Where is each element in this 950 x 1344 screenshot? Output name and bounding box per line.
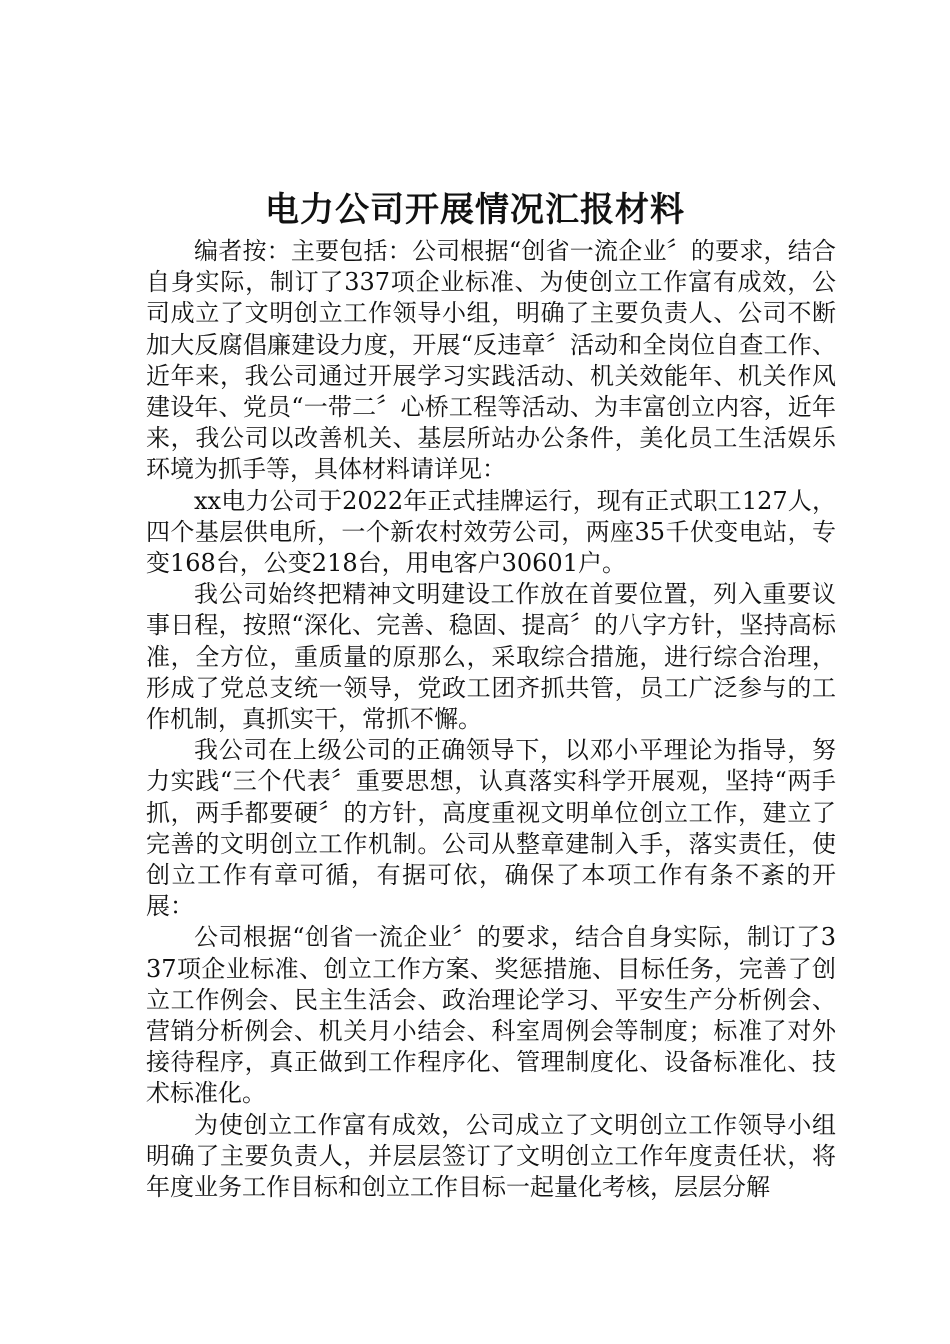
paragraph-leadership: 我公司在上级公司的正确领导下，以邓小平理论为指导，努力实践“三个代表〞重要思想，认真落实科学开展观，坚持“两手抓，两手都要硬〞的方针，高度重视文明单位创立工作，建立了完善的文明创立工作机制。公司从整章建制入手，落实责任，使创立工作有章可循，有据可依，确保了本项工作有条不紊的开展： [146, 736, 836, 921]
paragraph-standards: 公司根据“创省一流企业〞的要求，结合自身实际，制订了337项企业标准、创立工作方案、奖惩措施、目标任务，完善了创立工作例会、民主生活会、政治理论学习、平安生产分析例会、营销分析例会、机关月小结会、科室周例会等制度；标准了对外接待程序，真正做到工作程序化、管理制度化、设备标准化、技术标准化。 [146, 923, 836, 1108]
paragraph-working-group: 为使创立工作富有成效，公司成立了文明创立工作领导小组明确了主要负责人，并层层签订了文明创立工作年度责任状，将年度业务工作目标和创立工作目标一起量化考核，层层分解 [146, 1110, 836, 1202]
paragraph-spiritual-civilization: 我公司始终把精神文明建设工作放在首要位置，列入重要议事日程，按照“深化、完善、稳固、提高〞的八字方针，坚持高标准，全方位，重质量的原那么，采取综合措施，进行综合治理，形成了党总支统一领导，党政工团齐抓共管，员工广泛参与的工作机制，真抓实干，常抓不懈。 [146, 580, 836, 734]
document-title: 电力公司开展情况汇报材料 [265, 190, 685, 230]
paragraph-editor-note: 编者按：主要包括：公司根据“创省一流企业〞的要求，结合自身实际，制订了337项企业标准、为使创立工作富有成效，公司成立了文明创立工作领导小组，明确了主要负责人、公司不断加大反腐倡廉建设力度，开展“反违章〞活动和全岗位自查工作、近年来，我公司通过开展学习实践活动、机关效能年、机关作风建设年、党员“一带二〞心桥工程等活动、为丰富创立内容，近年来，我公司以改善机关、基层所站办公条件，美化员工生活娱乐环境为抓手等，具体材料请详见： [146, 237, 836, 484]
paragraph-company-overview: xx电力公司于2022年正式挂牌运行，现有正式职工127人，四个基层供电所，一个新农村效劳公司，两座35千伏变电站，专变168台，公变218台，用电客户30601户。 [146, 486, 836, 578]
document-body [146, 236, 836, 1203]
